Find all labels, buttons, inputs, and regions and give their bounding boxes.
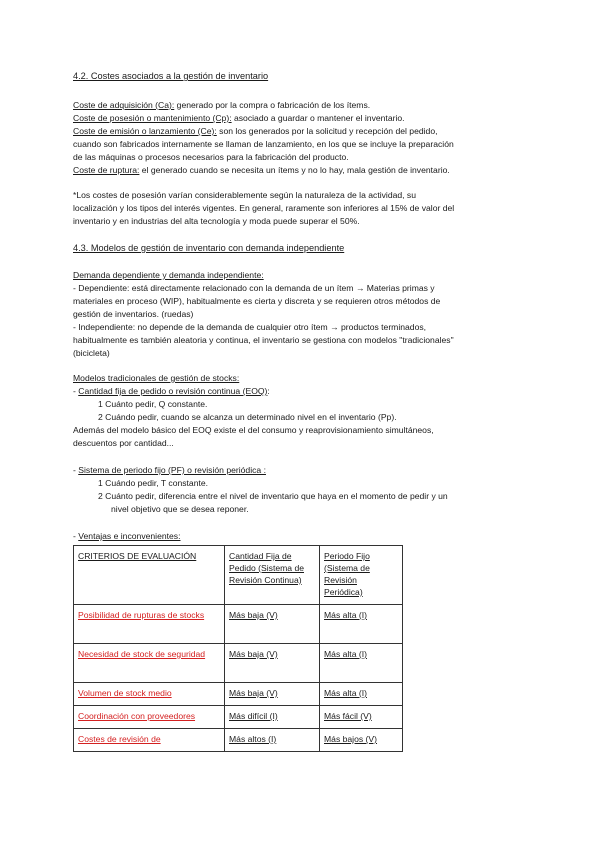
eoq-item: 2 Cuándo pedir, cuando se alcanza un determinado nivel en el inventario (Pp). [98, 412, 397, 422]
eoq-extra: descuentos por cantidad... [73, 438, 174, 448]
pf-prefix: - [73, 465, 79, 475]
pf-item-cont: nivel objetivo que se desea reponer. [111, 504, 249, 514]
pf-value: Más bajos (V) [324, 734, 378, 744]
note-line: *Los costes de posesión varían considerablemente según la naturaleza de la actividad, su [73, 190, 417, 200]
criterio-label: Costes de revisión de [78, 734, 161, 744]
eoq-item: 1 Cuánto pedir, Q constante. [98, 399, 208, 409]
header-periodo-fijo: Periodo Fijo (Sistema de Revisión Periódica) [324, 551, 370, 597]
demanda-line: - Dependiente: está directamente relacionado con la demanda de un ítem → Materias primas y [73, 283, 435, 293]
table-cell [225, 605, 320, 644]
cf-value: Más baja (V) [229, 688, 278, 698]
eoq-title [73, 385, 543, 398]
pf-item: 2 Cuánto pedir, diferencia entre el nivel de inventario que haya en el momento de pedir y un [98, 491, 448, 501]
ventajas-title [73, 530, 543, 543]
ventajas-prefix: - [73, 531, 79, 541]
table-cell [225, 644, 320, 683]
text-posesion: asociado a guardar o mantener el inventario. [231, 113, 405, 123]
eoq-prefix: - [73, 386, 79, 396]
pf-value: Más alta (I) [324, 688, 367, 698]
criterio-label: Coordinación con proveedores [78, 711, 196, 721]
coste-posesion [73, 112, 543, 125]
header-cell [225, 546, 320, 605]
term-posesion: Coste de posesión o mantenimiento (Cp): [73, 113, 232, 123]
table-cell [74, 644, 225, 683]
pf-item: 1 Cuándo pedir, T constante. [98, 478, 209, 488]
eoq-extra: Además del modelo básico del EOQ existe el del consumo y reaprovisionamiento simultáneos, [73, 425, 434, 435]
table-cell [225, 706, 320, 729]
coste-ruptura [73, 164, 543, 177]
pf-value: Más alta (I) [324, 649, 367, 659]
table-cell [320, 605, 403, 644]
header-cell [320, 546, 403, 605]
demanda-title: Demanda dependiente y demanda independiente: [73, 270, 264, 280]
table-cell [320, 706, 403, 729]
table-cell [320, 683, 403, 706]
text-ruptura: el generado cuando se necesita un ítems y no lo hay, mala gestión de inventario. [139, 165, 450, 175]
table-row [74, 683, 403, 706]
text-adquisicion: generado por la compra o fabricación de los ítems. [174, 100, 371, 110]
table-cell [74, 605, 225, 644]
pf-value: Más fácil (V) [324, 711, 372, 721]
demanda-line: (bicicleta) [73, 348, 110, 358]
term-emision: Coste de emisión o lanzamiento (Ce): [73, 126, 217, 136]
demanda-line: materiales en proceso (WIP), habitualmente es cierta y discreta y se requieren otros métodos de [73, 296, 441, 306]
table-cell [225, 683, 320, 706]
note-line: localización y los tipos del interés vigentes. En general, raramente son inferiores al 15% de valor del [73, 203, 455, 213]
section-4-3-heading: 4.3. Modelos de gestión de inventario con demanda independiente [73, 243, 345, 253]
table-cell [74, 729, 225, 752]
emision-line: de las máquinas o procesos necesarios para la fabricación del producto. [73, 152, 349, 162]
table-cell [74, 706, 225, 729]
criteria-table [73, 545, 403, 752]
demanda-line: habitualmente es también aleatoria y continua, el inventario se gestiona con modelos "tradicionales" [73, 335, 454, 345]
demanda-line: gestión de inventarios. (ruedas) [73, 309, 194, 319]
modelos-title: Modelos tradicionales de gestión de stocks: [73, 373, 240, 383]
document-page [73, 70, 543, 752]
emision-line: cuando son fabricados internamente se llaman de lanzamiento, en los que se incluye la preparación [73, 139, 454, 149]
eoq-title-text: Cantidad fija de pedido o revisión continua (EOQ) [78, 386, 268, 396]
cf-value: Más baja (V) [229, 610, 278, 620]
header-criterios: CRITERIOS DE EVALUACIÓN [78, 551, 197, 561]
coste-emision [73, 125, 543, 138]
text-emision: son los generados por la solicitud y recepción del pedido, [216, 126, 438, 136]
cf-value: Más difícil (I) [229, 711, 278, 721]
header-cantidad-fija: Cantidad Fija de Pedido (Sistema de Revisión Continua) [229, 551, 304, 585]
criterio-label: Posibilidad de rupturas de stocks [78, 610, 205, 620]
table-row [74, 605, 403, 644]
coste-adquisicion [73, 99, 543, 112]
table-header-row [74, 546, 403, 605]
eoq-suffix: : [267, 386, 270, 396]
ventajas-title-text: Ventajas e inconvenientes: [78, 531, 181, 541]
header-cell [74, 546, 225, 605]
criterio-label: Volumen de stock medio [78, 688, 172, 698]
term-ruptura: Coste de ruptura: [73, 165, 140, 175]
pf-title [73, 464, 543, 477]
term-adquisicion: Coste de adquisición (Ca): [73, 100, 175, 110]
criterio-label: Necesidad de stock de seguridad [78, 649, 206, 659]
table-cell [225, 729, 320, 752]
table-cell [74, 683, 225, 706]
table-row [74, 729, 403, 752]
demanda-line: - Independiente: no depende de la demanda de cualquier otro ítem → productos terminados, [73, 322, 427, 332]
table-row [74, 706, 403, 729]
pf-title-text: Sistema de periodo fijo (PF) o revisión periódica : [78, 465, 266, 475]
pf-value: Más alta (I) [324, 610, 367, 620]
table-cell [320, 644, 403, 683]
cf-value: Más baja (V) [229, 649, 278, 659]
table-row [74, 644, 403, 683]
cf-value: Más altos (I) [229, 734, 277, 744]
section-4-2-heading: 4.2. Costes asociados a la gestión de inventario [73, 71, 269, 81]
note-line: inventario y en industrias del alta tecnología y moda puede superar el 50%. [73, 216, 360, 226]
table-cell [320, 729, 403, 752]
